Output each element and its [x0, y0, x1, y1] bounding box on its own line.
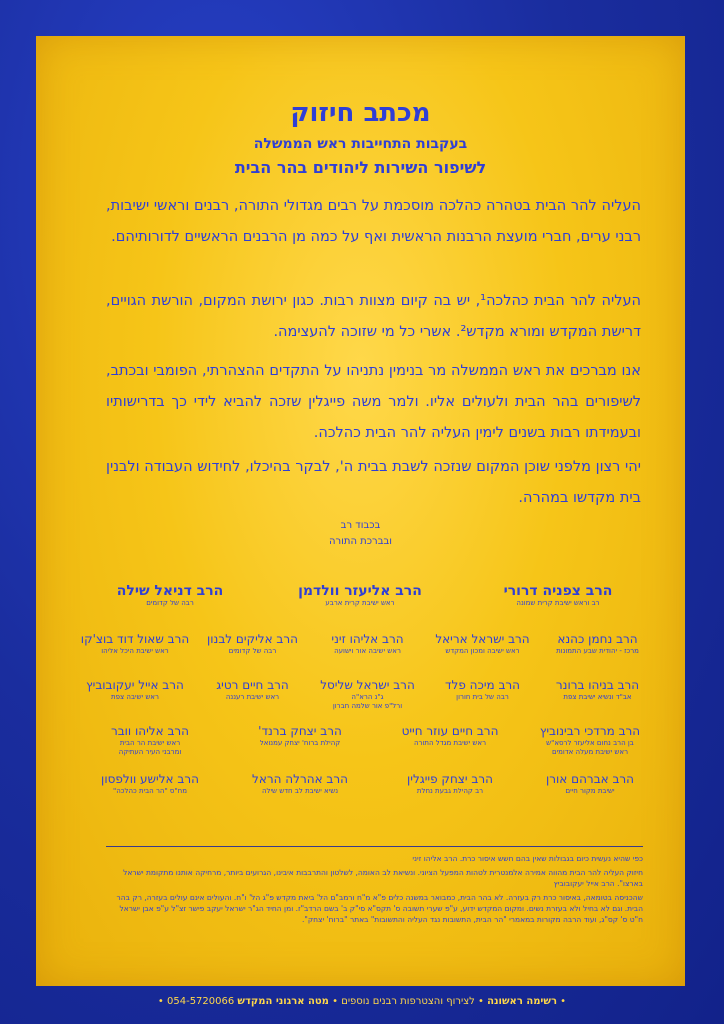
signer-name: הרב אהרלה הראל: [252, 772, 348, 786]
signer-role: נשיא ישיבת לב חדש שילה: [261, 787, 339, 795]
signer-role: ראש ישיבה ומכון המקדש: [445, 647, 520, 655]
signer-role-extra: ראש ישיבת מעלה אדומים: [551, 748, 629, 756]
signer-role: רבה של קדומים: [228, 647, 277, 655]
closing-line-1: בכבוד רב: [340, 520, 381, 531]
signer: [85, 772, 215, 796]
signer-name: הרב אליעזר וולדמן: [298, 583, 422, 599]
signer-role-extra: ומרבני העיר העתיקה: [118, 748, 182, 756]
signer-role: רב קהילת גבעת נחלת: [416, 787, 484, 795]
signer-name: הרב אייל יעקובוביץ: [86, 678, 184, 692]
signer-role: בן הרב נחום אליעזר לרסא"ש: [546, 739, 634, 747]
signer: [483, 584, 633, 608]
signer-name: הרב נחמן כהנא: [557, 632, 638, 646]
footer-bar: [0, 996, 724, 1007]
subtitle-line-1: בעקבות התחייבות ראש הממשלה: [253, 136, 468, 152]
signer-role: ראש ישיבת מגדל התורה: [413, 739, 487, 747]
letter-panel: [36, 36, 685, 986]
signer-name: הרב דניאל שילה: [116, 583, 224, 599]
paragraph-1: העליה להר הבית בטהרה כהלכה מוסכמת על רבים מגדולי התורה, רבנים וראשי ישיבות, רבני ערים, חברי מועצת הרבנות הראשית ואף על כמה מן הרבנים הראשיים לדורותיהם.: [106, 198, 641, 245]
signer-name: הרב מיכה פלד: [444, 678, 521, 692]
footnote-1: כפי שהיא נעשית כיום בגבולות שאין בהם חשש איסור כרת. הרב אליהו זיני: [412, 854, 643, 863]
footnotes: [106, 846, 643, 928]
signer: [75, 632, 195, 656]
signer: [195, 678, 310, 702]
footer-sep: •: [560, 996, 567, 1007]
signer: [85, 724, 215, 757]
footnote-2: חיזוק העליה להר הבית מהווה אמירה אלמנטרית לטהות המפעל הציוני. ונשיאת לב האומה, לשלטון והתרבבות איבינו, הגרועים ביותר, מרחיקה אותנו מתקומת ישראל בארצו". הרב אייל יעקובוביץ: [123, 868, 643, 888]
signer-name: הרב חיים עוזר חייט: [401, 724, 499, 738]
signer-role: ראש ישיבת היכל אליהו: [101, 647, 169, 655]
signer: [310, 678, 425, 711]
signer: [525, 772, 655, 796]
signer: [385, 772, 515, 796]
signer: [540, 632, 655, 656]
footer-phone: 054-5720066: [167, 996, 235, 1007]
signer-role: רב וראש ישיבת קרית שמונה: [516, 599, 600, 607]
signer-role-extra: ורל"פ אור שלמה חברון: [332, 702, 403, 710]
footer-first-list: רשימה ראשונה: [487, 996, 557, 1007]
signer-name: הרב בניהו ברונר: [555, 678, 640, 692]
signer-role: ישיבת מקור חיים: [565, 787, 615, 795]
footer-join-text: לצירוף והצטרפות רבנים נוספים: [341, 996, 475, 1007]
paragraph-2: העליה להר הבית כהלכה¹, יש בה קיום מצוות רבות. כגון ירושת המקום, הורשת הגויים, דרישת המקדש ומורא מקדש². אשרי כל מי שזוכה להעצימה.: [106, 293, 641, 340]
signer: [425, 632, 540, 656]
footer-sep: •: [157, 996, 164, 1007]
footnote-3: שהכניסה בטומאה, באיסור כרת רק בעזרה. לא בהר הבית, כמבואר במשנה כלים פ"א מ"ח ורמב"ם הל' ביאת מקדש פ"ג הל' ו"ח. והעולים אינם עולים בעזרה, רק בהר הבית. וגם לא בחיל ולא בעזרת נשים. ומקום המקדש ידוע, ע"פ שערי תשובה ס' תקס"א סי"ק ב' בשם הרדב"ז. ומן החיד הג"ר ישראל יעקב פישר זצ"ל ע"פ אבן ישראל ח"ט ס' קס"ג, ועוד הרבה מקורות במאמרי "הר הבית, התשובות נגד העליה והתשובות" באתר "ברוח' יצחק".: [116, 893, 643, 924]
page-title: מכתב חיזוק: [290, 98, 431, 128]
footer-org: מטה ארגוני המקדש: [237, 996, 329, 1007]
signer-role: אב"ד ונשיא ישיבת צפת: [563, 693, 632, 701]
signer-name: הרב ישראל שליסל: [320, 678, 415, 692]
signer-name: הרב חיים רטיג: [216, 678, 289, 692]
signer-role: רבה של קדומים: [146, 599, 194, 607]
signer-role: רבה של בית חורון: [456, 693, 509, 701]
signer: [95, 584, 245, 608]
signer: [385, 724, 515, 748]
signer: [235, 772, 365, 796]
signer: [525, 724, 655, 757]
signer-role: קהילת ברוח' יצחק עמנואל: [259, 739, 341, 747]
signer: [540, 678, 655, 702]
signer-role: ג"נ הרא"ה: [351, 693, 384, 701]
closing-line-2: ובברכת התורה: [329, 536, 392, 547]
signer-name: הרב שאול דוד בוצ'קו: [80, 632, 190, 646]
signer-name: הרב אליהו וובר: [110, 724, 190, 738]
signer: [195, 632, 310, 656]
signer-name: הרב יצחק פייגלין: [407, 772, 493, 786]
closing-block: [36, 518, 685, 550]
signer-role: מח"ס "הר הבית כהלכה": [112, 787, 188, 795]
signer-role: ראש ישיבה צפת: [111, 693, 159, 701]
signer: [425, 678, 540, 702]
signer: [285, 584, 435, 608]
footer-sep: •: [332, 996, 338, 1007]
footer-sep: •: [478, 996, 484, 1007]
signer-name: הרב אליהו זיני: [331, 632, 404, 646]
subtitle-line-2: לשיפור השירות ליהודים בהר הבית: [234, 158, 487, 177]
signer-name: הרב מרדכי רבינוביץ: [539, 724, 641, 738]
signer-name: הרב יצחק ברנד': [258, 724, 342, 738]
signer-role: ראש ישיבת הר הבית: [119, 739, 181, 747]
signer: [235, 724, 365, 748]
signer-name: הרב אלישע וולפסון: [101, 772, 199, 786]
signer: [310, 632, 425, 656]
signer-name: הרב אליקים לבנון: [207, 632, 298, 646]
signer-role: מרכז - יהודית שבע התמונות: [556, 647, 639, 655]
signer-name: הרב צפניה דרורי: [503, 583, 613, 599]
paragraph-3: אנו מברכים את ראש הממשלה מר בנימין נתניהו על התקדים ההצהרתי, הפומבי ובכתב, לשיפורים בהר הבית ולעולים אליו. ולמר משה פייגלין שזכה להביא לידי כך בדרישותיו ובעמידתו רבות בשנים לימין העליה להר הבית כהלכה.: [106, 363, 641, 441]
signer: [75, 678, 195, 702]
signer-role: ראש ישיבה אור וישועה: [334, 647, 401, 655]
signer-role: ראש ישיבת רעננה: [225, 693, 280, 701]
signer-role: ראש ישיבת קרית ארבע: [325, 599, 395, 607]
paragraph-4: יהי רצון מלפני שוכן המקום שנזכה לשבת בבית ה', לבקר בהיכלו, לחידוש העבודה ולבנין בית מקדשו במהרה.: [106, 459, 641, 506]
signer-name: הרב אברהם אורן: [545, 772, 635, 786]
signer-name: הרב ישראל אריאל: [435, 632, 530, 646]
